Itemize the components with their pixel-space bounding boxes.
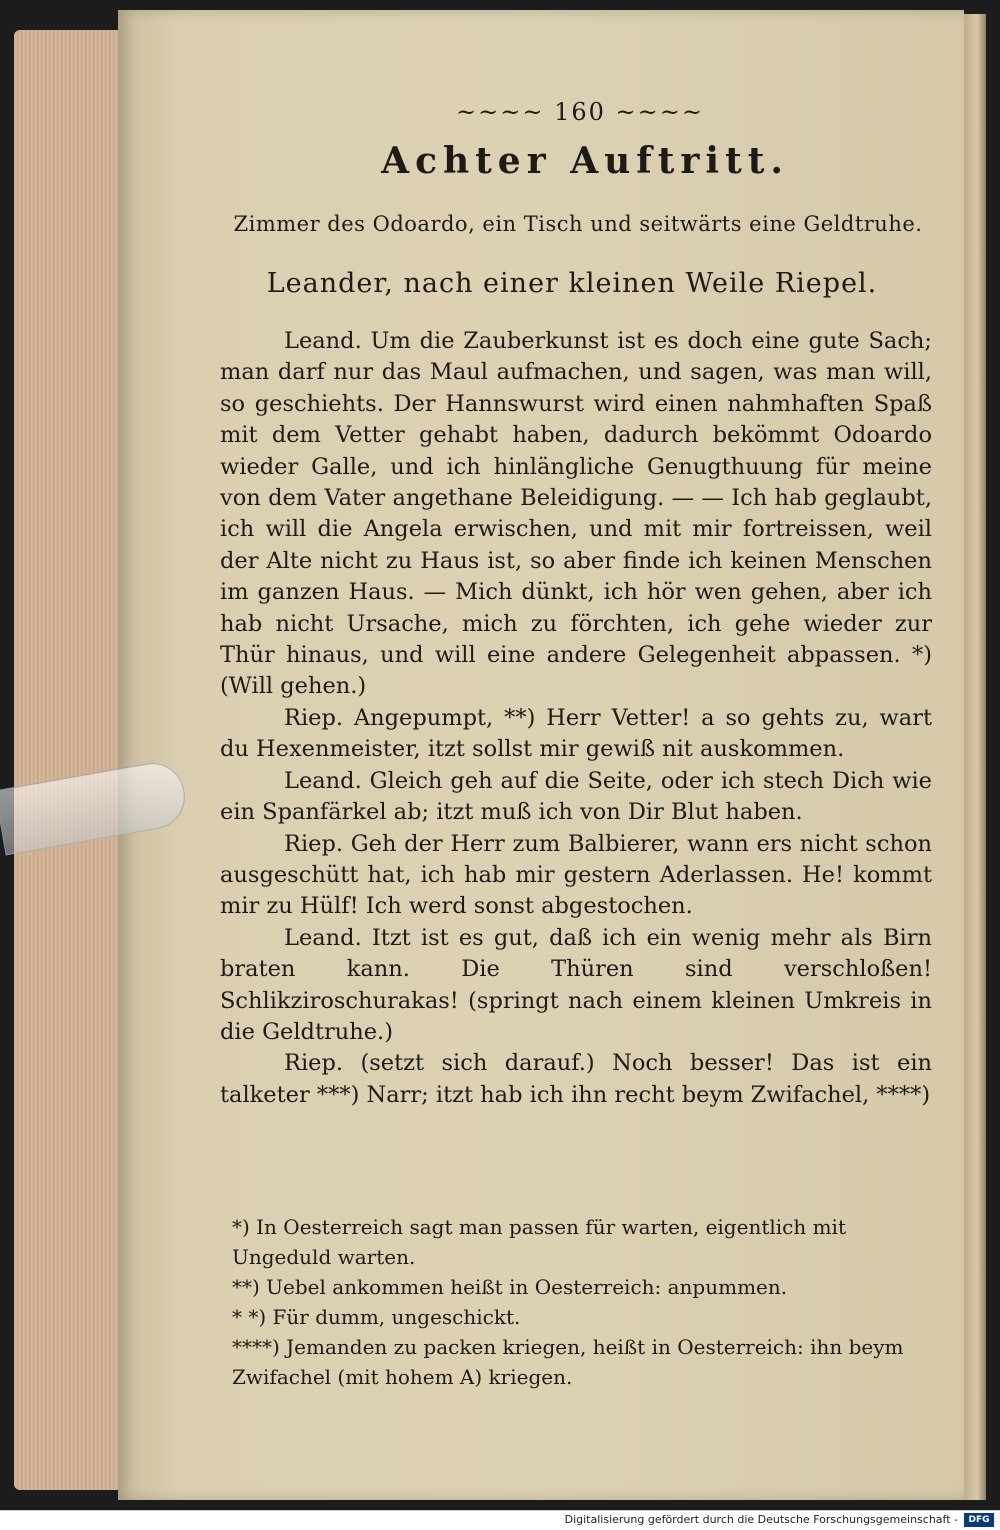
footnote: *) In Oesterreich sagt man passen für warten, eigentlich mit Ungeduld warten. [232, 1215, 846, 1269]
footnote: **) Uebel ankommen heißt in Oesterreich: anpummen. [232, 1275, 788, 1299]
book-right-edge [964, 14, 986, 1500]
footer-credit: Digitalisierung gefördert durch die Deutsche Forschungsgemeinschaft - [564, 1513, 958, 1526]
dialogue-paragraph: Leand. Um die Zauberkunst ist es doch eine gute Sach; man darf nur das Maul aufmachen, und sagen, was man will, so geschiehts. Der Hannswurst wird einen nahmhaften Spaß mit dem Vetter gehabt haben, dadurch bekömmt Odoardo wieder Galle, und ich hinlängliche Genugthuung für meine von dem Vater angethane Beleidigung. — — Ich hab geglaubt, ich will die Angela erwischen, und mit mir fortreissen, weil der Alte nicht zu Haus ist, so aber finde ich keinen Menschen im ganzen Haus. — Mich dünkt, ich hör wen gehen, aber ich hab nicht Ursache, mich zu förchten, ich gehe wieder zur Thür hinaus, und will eine andere Gelegenheit abpassen. *) (Will gehen.) [220, 328, 932, 700]
footer-bar [0, 1510, 1000, 1530]
page-number-ornament-left: ~~~~ [456, 98, 555, 126]
stage-characters: Leander, nach einer kleinen Weile Riepel. [266, 268, 878, 299]
page-number-ornament-right: ~~~~ [605, 98, 704, 126]
footnote: * *) Für dumm, ungeschickt. [232, 1305, 521, 1329]
book-page-edges [14, 30, 134, 1490]
dialogue-body [220, 326, 932, 1111]
dialogue-paragraph: Riep. (setzt sich darauf.) Noch besser! Das ist ein talketer ***) Narr; itzt hab ich ihn recht beym Zwifachel, ****) [220, 1050, 932, 1108]
page-number-value: 160 [554, 98, 606, 126]
stage-setting: Zimmer des Odoardo, ein Tisch und seitwärts eine Geldtruhe. [233, 212, 923, 236]
dialogue-paragraph: Leand. Gleich geh auf die Seite, oder ich stech Dich wie ein Spanfärkel ab; itzt muß ich von Dir Blut haben. [220, 767, 932, 826]
footnotes [232, 1212, 932, 1392]
dialogue-paragraph: Riep. Geh der Herr zum Balbierer, wann ers nicht schon ausgeschütt hat, ich hab mir gestern Aderlassen. He! kommt mir zu Hülf! Ich werd sonst abgestochen. [220, 830, 932, 920]
page-number [430, 98, 730, 126]
dialogue-paragraph: Leand. Itzt ist es gut, daß ich ein wenig mehr als Birn braten kann. Die Thüren sind verschloßen! Schlikziroschurakas! (springt nach einem kleinen Umkreis in die Geldtruhe.) [220, 924, 932, 1045]
footnote: ****) Jemanden zu packen kriegen, heißt in Oesterreich: ihn beym Zwifachel (mit hohem A) kriegen. [232, 1335, 904, 1389]
scene-title: Achter Auftritt. [381, 140, 789, 182]
dfg-logo: DFG [964, 1513, 994, 1527]
dialogue-paragraph: Riep. Angepumpt, **) Herr Vetter! a so gehts zu, wart du Hexenmeister, itzt sollst mir gewiß nit auskommen. [220, 704, 932, 763]
